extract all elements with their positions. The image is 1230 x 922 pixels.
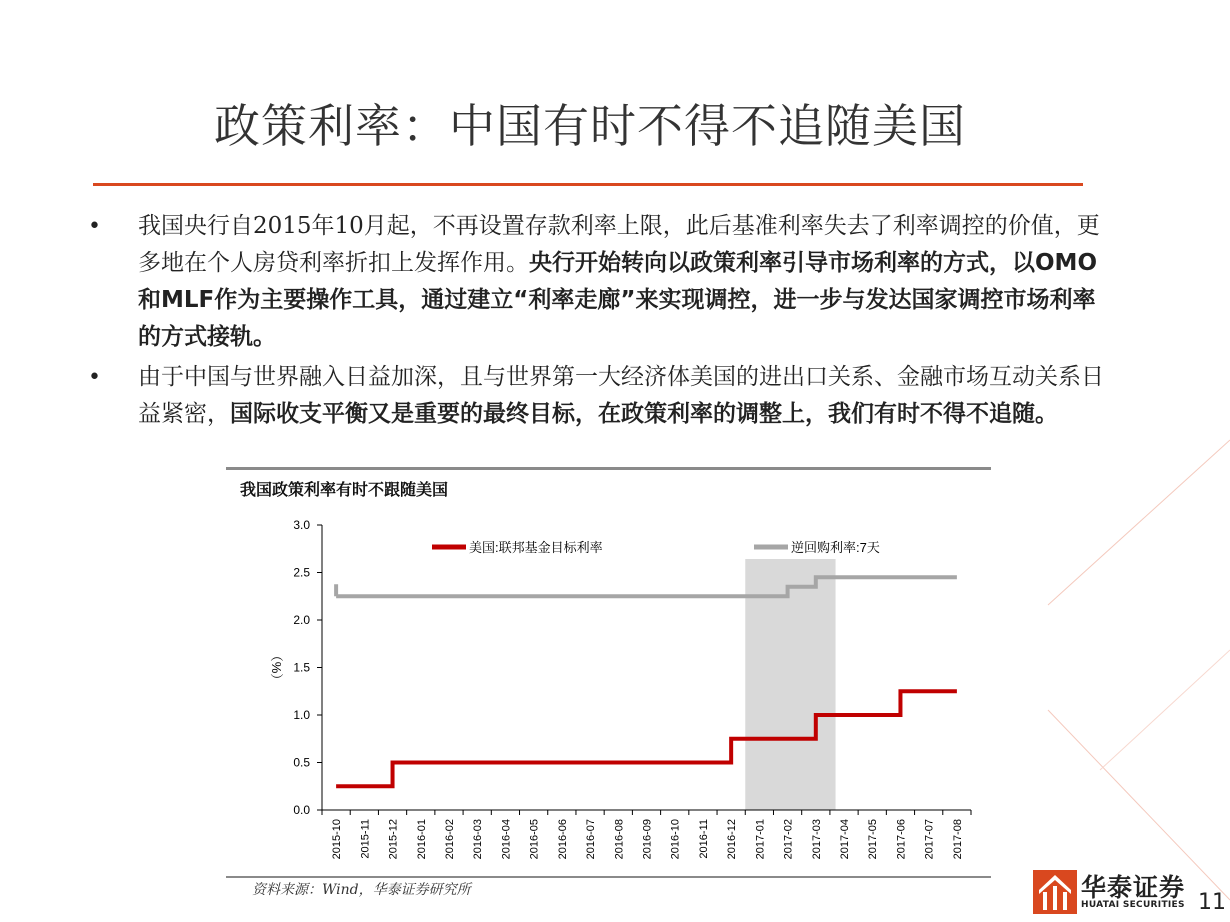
y-tick-label: 0.5	[293, 755, 310, 770]
x-tick-label: 2017-03	[810, 819, 823, 860]
bullet-dot: •	[88, 214, 101, 239]
bullet-dot: •	[88, 365, 101, 390]
chart-title: 我国政策利率有时不跟随美国	[240, 480, 449, 499]
bullet-list	[88, 208, 1118, 436]
x-tick-label: 2016-09	[641, 819, 654, 860]
decorative-lines	[1040, 420, 1230, 922]
chart-bottom-rule	[226, 876, 991, 878]
y-axis-label: （%）	[269, 648, 284, 687]
x-tick-label: 2017-01	[754, 819, 767, 860]
x-tick-label: 2016-10	[669, 819, 682, 860]
x-tick-label: 2016-11	[697, 819, 710, 859]
series-line-reverse-repo-7d	[336, 577, 957, 596]
x-tick-label: 2016-08	[613, 819, 626, 860]
y-tick-label: 2.5	[293, 565, 310, 580]
x-tick-label: 2016-04	[500, 819, 513, 860]
x-tick-label: 2017-04	[839, 819, 852, 860]
x-tick-label: 2016-06	[556, 819, 569, 860]
x-tick-label: 2015-11	[359, 819, 372, 859]
logo-text-en: HUATAI SECURITIES	[1081, 900, 1185, 910]
x-tick-label: 2016-12	[726, 819, 739, 860]
y-tick-label: 3.0	[293, 518, 310, 532]
x-tick-label: 2016-03	[472, 819, 485, 860]
legend-label: 美国:联邦基金目标利率	[469, 540, 603, 555]
source-note: 资料来源：Wind，华泰证券研究所	[252, 882, 471, 898]
huatai-logo	[1033, 868, 1205, 914]
series-line-us-fed-rate	[336, 691, 957, 786]
x-tick-label: 2016-01	[415, 819, 428, 860]
title-divider	[93, 183, 1083, 186]
logo-text-cn: 华泰证券	[1081, 873, 1186, 902]
y-tick-label: 2.0	[293, 613, 310, 627]
x-tick-label: 2016-07	[585, 819, 598, 860]
x-tick-label: 2017-07	[923, 819, 936, 860]
x-tick-label: 2017-05	[867, 819, 880, 860]
bullet-text-bold: 央行开始转向以政策利率引导市场利率的方式，以OMO和MLF作为主要操作工具，通过建立“利率走廊”来实现调控，进一步与发达国家调控市场利率的方式接轨。	[138, 250, 1097, 350]
bullet-text-normal: 由于中国与世界融入日益加深，且与世界第一大经济体美国的进出口关系、金融市场互动关系日益紧密，	[138, 364, 1104, 427]
x-tick-label: 2017-06	[895, 819, 908, 860]
policy-rate-chart	[226, 500, 991, 876]
chart-top-rule	[226, 467, 991, 470]
bullet-item	[88, 359, 1118, 433]
page-title: 政策利率：中国有时不得不追随美国	[214, 99, 966, 153]
huatai-logo-mark-icon	[1033, 870, 1077, 914]
x-tick-label: 2017-08	[951, 819, 964, 860]
bullet-text-bold: 国际收支平衡又是重要的最终目标，在政策利率的调整上，我们有时不得不追随。	[230, 401, 1058, 427]
x-tick-label: 2015-10	[331, 819, 344, 860]
legend-label: 逆回购利率:7天	[791, 540, 880, 555]
x-tick-label: 2016-02	[443, 819, 456, 860]
page-number: 11	[1198, 890, 1226, 915]
y-tick-label: 0.0	[293, 803, 310, 817]
x-tick-label: 2015-12	[387, 819, 400, 860]
bullet-text-normal: 我国央行自2015年10月起，不再设置存款利率上限，此后基准利率失去了利率调控的价值，更多地在个人房贷利率折扣上发挥作用。	[138, 213, 1100, 276]
x-tick-label: 2016-05	[528, 819, 541, 860]
y-tick-label: 1.5	[293, 660, 310, 675]
x-tick-label: 2017-02	[782, 819, 795, 860]
y-tick-label: 1.0	[293, 708, 310, 722]
bullet-item	[88, 208, 1118, 356]
